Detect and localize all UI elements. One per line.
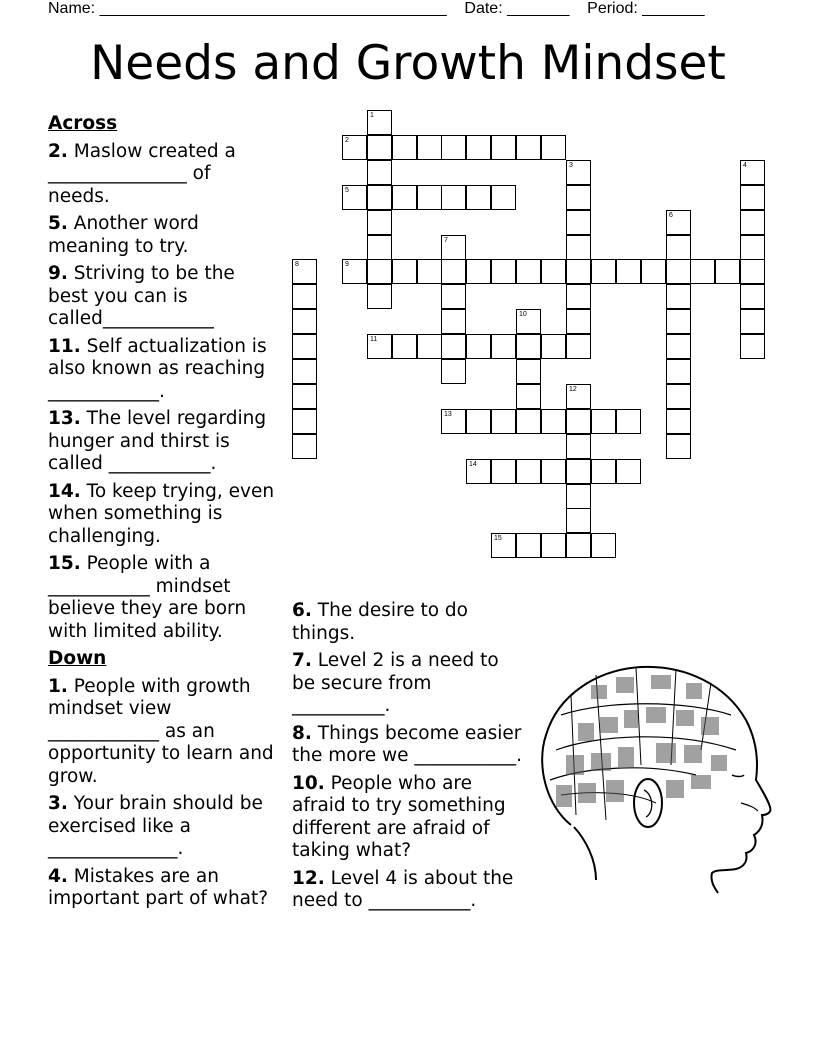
phrenology-head-icon	[536, 655, 776, 895]
cell-number: 12	[569, 386, 577, 393]
grid-cell[interactable]	[466, 409, 491, 434]
grid-cell[interactable]	[666, 409, 691, 434]
cell-number: 6	[669, 212, 673, 219]
grid-cell[interactable]	[441, 284, 466, 309]
clue-text: Striving to be the best you can is called____________	[48, 263, 235, 329]
across-heading: Across	[48, 113, 118, 134]
grid-cell[interactable]	[367, 210, 392, 235]
grid-cell[interactable]	[566, 434, 591, 459]
clue-text: Level 2 is a need to be secure from __________.	[292, 650, 499, 716]
clue-number: 2.	[48, 140, 68, 162]
grid-cell[interactable]	[367, 110, 392, 135]
grid-cell[interactable]	[541, 533, 566, 558]
grid-cell[interactable]	[292, 309, 317, 334]
cell-number: 5	[345, 187, 349, 194]
clue-number: 12.	[292, 867, 325, 889]
clue-number: 9.	[48, 263, 68, 284]
grid-cell[interactable]	[666, 259, 691, 284]
clue-text: Things become easier the more we ___________.	[292, 722, 523, 766]
grid-cell[interactable]	[566, 309, 591, 334]
clue-text: The level regarding hunger and thirst is called ___________.	[48, 408, 267, 474]
clue-text: Mistakes are an important part of what?	[48, 865, 269, 909]
cell-number: 10	[519, 311, 527, 318]
grid-cell[interactable]	[292, 434, 317, 459]
cell-number: 15	[494, 535, 502, 542]
grid-cell[interactable]	[740, 185, 765, 210]
grid-cell[interactable]	[367, 135, 392, 160]
grid-cell[interactable]	[441, 309, 466, 334]
grid-cell[interactable]	[516, 409, 541, 434]
grid-cell[interactable]	[516, 334, 541, 359]
clue-number: 3.	[48, 793, 68, 814]
grid-cell[interactable]	[441, 359, 466, 384]
grid-cell[interactable]	[591, 533, 616, 558]
grid-cell[interactable]	[516, 135, 541, 160]
grid-cell[interactable]	[491, 135, 516, 160]
grid-cell[interactable]	[392, 185, 417, 210]
cell-number: 4	[743, 162, 747, 169]
grid-cell[interactable]	[292, 259, 317, 284]
grid-cell[interactable]	[491, 259, 516, 284]
grid-cell[interactable]	[566, 508, 591, 533]
grid-cell[interactable]	[566, 160, 591, 185]
clue-text: Another word meaning to try.	[48, 213, 199, 257]
grid-cell[interactable]	[292, 284, 317, 309]
cell-number: 8	[295, 261, 299, 268]
grid-cell[interactable]	[541, 334, 566, 359]
grid-cell[interactable]	[566, 235, 591, 260]
grid-cell[interactable]	[740, 160, 765, 185]
grid-cell[interactable]	[541, 135, 566, 160]
grid-cell[interactable]	[666, 434, 691, 459]
grid-cell[interactable]	[441, 409, 466, 434]
grid-cell[interactable]	[566, 409, 591, 434]
grid-cell[interactable]	[292, 359, 317, 384]
grid-cell[interactable]	[666, 384, 691, 409]
grid-cell[interactable]	[591, 259, 616, 284]
grid-cell[interactable]	[441, 135, 466, 160]
grid-cell[interactable]	[417, 135, 442, 160]
clue-number: 7.	[292, 650, 312, 671]
grid-cell[interactable]	[466, 334, 491, 359]
down-heading: Down	[48, 648, 107, 669]
grid-cell[interactable]	[740, 259, 765, 284]
grid-cell[interactable]	[367, 235, 392, 260]
grid-cell[interactable]	[417, 185, 442, 210]
grid-cell[interactable]	[616, 409, 641, 434]
clue-number: 6.	[292, 600, 312, 621]
grid-cell[interactable]	[566, 259, 591, 284]
grid-cell[interactable]	[566, 284, 591, 309]
clue-text: The desire to do things.	[292, 600, 468, 644]
grid-cell[interactable]	[367, 185, 392, 210]
clue-text: Level 4 is about the need to ___________.	[292, 867, 514, 911]
grid-cell[interactable]	[666, 309, 691, 334]
grid-cell[interactable]	[466, 135, 491, 160]
grid-cell[interactable]	[392, 334, 417, 359]
grid-cell[interactable]	[541, 409, 566, 434]
clue-number: 4.	[48, 865, 68, 887]
grid-cell[interactable]	[566, 384, 591, 409]
grid-cell[interactable]	[466, 259, 491, 284]
grid-cell[interactable]	[367, 284, 392, 309]
grid-cell[interactable]	[591, 409, 616, 434]
grid-cell[interactable]	[292, 334, 317, 359]
grid-cell[interactable]	[740, 235, 765, 260]
grid-cell[interactable]	[367, 334, 392, 359]
grid-cell[interactable]	[516, 533, 541, 558]
clue-number: 14.	[48, 480, 81, 502]
grid-cell[interactable]	[367, 160, 392, 185]
grid-cell[interactable]	[541, 459, 566, 484]
clue-text: Maslow created a _______________ of needs.	[48, 140, 236, 207]
grid-cell[interactable]	[491, 185, 516, 210]
cell-number: 2	[345, 137, 349, 144]
grid-cell[interactable]	[342, 185, 367, 210]
grid-cell[interactable]	[491, 409, 516, 434]
grid-cell[interactable]	[616, 459, 641, 484]
grid-cell[interactable]	[616, 259, 641, 284]
cell-number: 9	[345, 261, 349, 268]
grid-cell[interactable]	[740, 210, 765, 235]
grid-cell[interactable]	[690, 259, 715, 284]
clue-number: 13.	[48, 408, 81, 429]
cell-number: 7	[444, 237, 448, 244]
clue-text: People with growth mindset view ____________ as an opportunity to learn and grow.	[48, 675, 274, 787]
grid-cell[interactable]	[417, 259, 442, 284]
grid-cell[interactable]	[292, 384, 317, 409]
cell-number: 11	[370, 336, 378, 343]
clue-number: 11.	[48, 335, 81, 357]
grid-cell[interactable]	[441, 334, 466, 359]
grid-cell[interactable]	[715, 259, 740, 284]
clue-text: Self actualization is also known as reaching ____________.	[48, 335, 267, 402]
grid-cell[interactable]	[666, 284, 691, 309]
grid-cell[interactable]	[441, 259, 466, 284]
grid-cell[interactable]	[491, 459, 516, 484]
clue-text: To keep trying, even when something is challenging.	[48, 480, 275, 547]
cell-number: 13	[444, 411, 452, 418]
grid-cell[interactable]	[516, 459, 541, 484]
grid-cell[interactable]	[566, 533, 591, 558]
grid-cell[interactable]	[740, 309, 765, 334]
student-info-line: Name: _______________________________________ Date: _______ Period: _______	[48, 0, 705, 17]
grid-cell[interactable]	[666, 334, 691, 359]
grid-cell[interactable]	[417, 334, 442, 359]
grid-cell[interactable]	[441, 185, 466, 210]
grid-cell[interactable]	[466, 185, 491, 210]
clue-number: 5.	[48, 213, 68, 234]
grid-cell[interactable]	[666, 210, 691, 235]
grid-cell[interactable]	[566, 459, 591, 484]
grid-cell[interactable]	[566, 334, 591, 359]
grid-cell[interactable]	[342, 135, 367, 160]
clue-number: 10.	[292, 772, 325, 794]
grid-cell[interactable]	[516, 259, 541, 284]
cell-number: 3	[569, 162, 573, 169]
grid-cell[interactable]	[641, 259, 666, 284]
grid-cell[interactable]	[441, 235, 466, 260]
grid-cell[interactable]	[516, 359, 541, 384]
grid-cell[interactable]	[740, 334, 765, 359]
grid-cell[interactable]	[292, 409, 317, 434]
grid-cell[interactable]	[466, 459, 491, 484]
clue-text: People with a ___________ mindset believe they are born with limited ability.	[48, 553, 247, 642]
cell-number: 1	[370, 112, 374, 119]
grid-cell[interactable]	[666, 359, 691, 384]
clue-number: 8.	[292, 722, 312, 744]
grid-cell[interactable]	[740, 284, 765, 309]
clue-number: 1.	[48, 675, 68, 697]
grid-cell[interactable]	[392, 135, 417, 160]
grid-cell[interactable]	[566, 210, 591, 235]
clue-number: 15.	[48, 553, 81, 574]
cell-number: 14	[469, 461, 477, 468]
grid-cell[interactable]	[367, 259, 392, 284]
grid-cell[interactable]	[566, 185, 591, 210]
grid-cell[interactable]	[342, 259, 367, 284]
page-title: Needs and Growth Mindset	[90, 36, 726, 91]
grid-cell[interactable]	[491, 533, 516, 558]
grid-cell[interactable]	[516, 384, 541, 409]
clue-text: Your brain should be exercised like a ______________.	[48, 793, 263, 859]
grid-cell[interactable]	[566, 484, 591, 509]
grid-cell[interactable]	[666, 235, 691, 260]
clue-text: People who are afraid to try something different are afraid of taking what?	[292, 772, 506, 861]
grid-cell[interactable]	[392, 259, 417, 284]
grid-cell[interactable]	[516, 309, 541, 334]
grid-cell[interactable]	[591, 459, 616, 484]
grid-cell[interactable]	[491, 334, 516, 359]
grid-cell[interactable]	[541, 259, 566, 284]
